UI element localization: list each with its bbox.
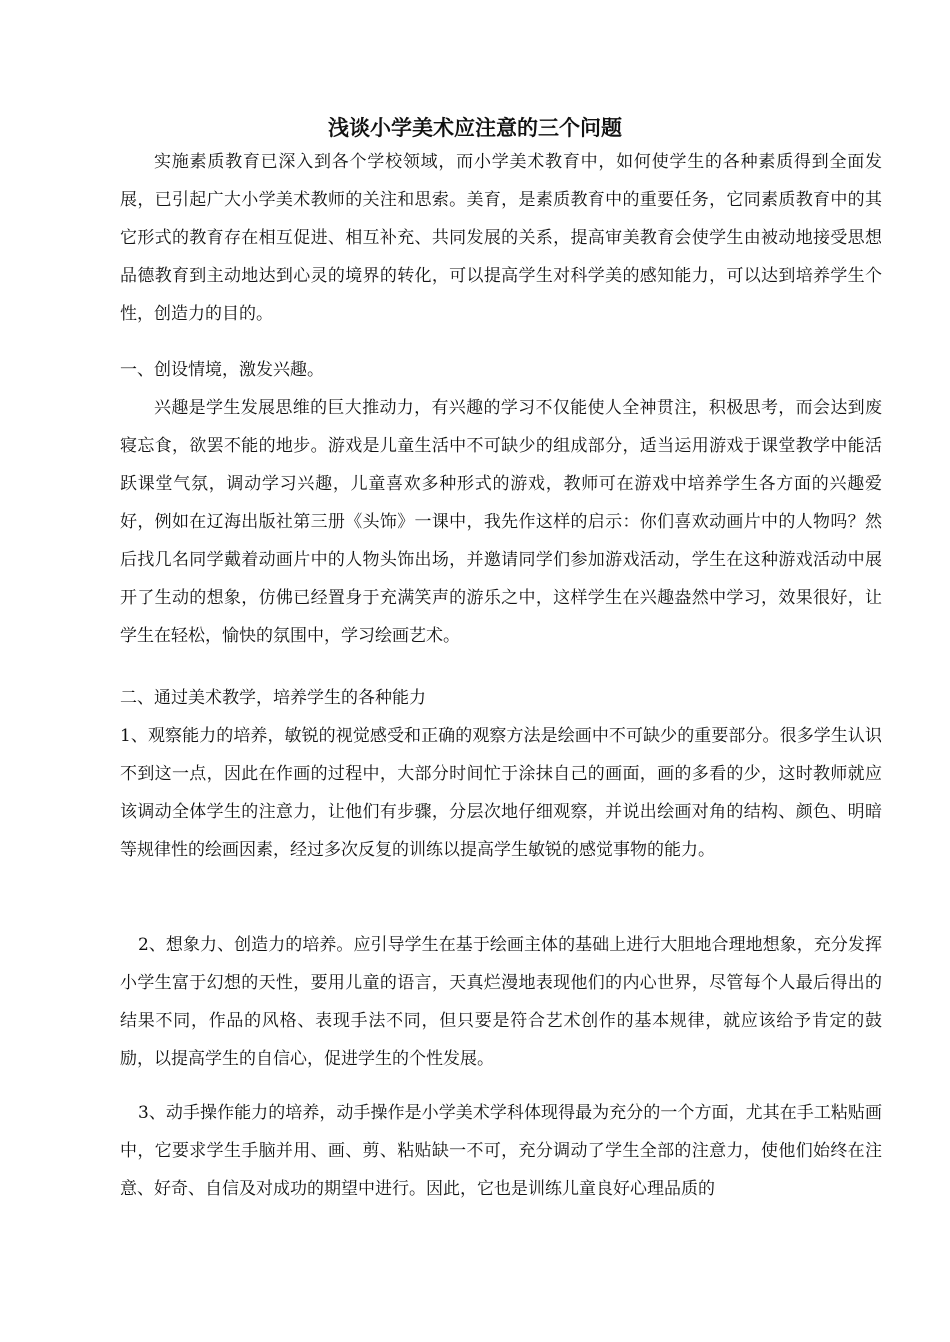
item-1-paragraph: 1、观察能力的培养，敏锐的视觉感受和正确的观察方法是绘画中不可缺少的重要部分。很多学生认识不到这一点，因此在作画的过程中，大部分时间忙于涂抹自己的画面，画的多看的少，这时教师就应该调动全体学生的注意力，让他们有步骤，分层次地仔细观察，并说出绘画对角的结构、颜色、明暗等规律性的绘画因素，经过多次反复的训练以提高学生敏锐的感觉事物的能力。 [120,726,882,860]
intro-paragraph: 实施素质教育已深入到各个学校领域，而小学美术教育中，如何使学生的各种素质得到全面发展，已引起广大小学美术教师的关注和思索。美育，是素质教育中的重要任务，它同素质教育中的其它形式的教育存在相互促进、相互补充、共同发展的关系，提高审美教育会使学生由被动地接受思想品德教育到主动地达到心灵的境界的转化，可以提高学生对科学美的感知能力，可以达到培养学生个性，创造力的目的。 [120,152,882,324]
item-3-paragraph: 3、动手操作能力的培养，动手操作是小学美术学科体现得最为充分的一个方面，尤其在手工粘贴画中，它要求学生手脑并用、画、剪、粘贴缺一不可，充分调动了学生全部的注意力，使他们始终在注意、好奇、自信及对成功的期望中进行。因此，它也是训练儿童良好心理品质的 [120,1103,882,1199]
section-1-paragraph: 兴趣是学生发展思维的巨大推动力，有兴趣的学习不仅能使人全神贯注，积极思考，而会达到废寝忘食，欲罢不能的地步。游戏是儿童生活中不可缺少的组成部分，适当运用游戏于课堂教学中能活跃课堂气氛，调动学习兴趣，儿童喜欢多种形式的游戏，教师可在游戏中培养学生各方面的兴趣爱好，例如在辽海出版社第三册《头饰》一课中，我先作这样的启示：你们喜欢动画片中的人物吗？然后找几名同学戴着动画片中的人物头饰出场，并邀请同学们参加游戏活动，学生在这种游戏活动中展开了生动的想象，仿佛已经置身于充满笑声的游乐之中，这样学生在兴趣盎然中学习，效果很好，让学生在轻松，愉快的氛围中，学习绘画艺术。 [120,398,882,646]
item-2-paragraph: 2、想象力、创造力的培养。应引导学生在基于绘画主体的基础上进行大胆地合理地想象，充分发挥小学生富于幻想的天性，要用儿童的语言，天真烂漫地表现他们的内心世界，尽管每个人最后得出的结果不同，作品的风格、表现手法不同，但只要是符合艺术创作的基本规律，就应该给予肯定的鼓励，以提高学生的自信心，促进学生的个性发展。 [120,935,882,1069]
document-title: 浅谈小学美术应注意的三个问题 [328,116,622,140]
section-1-heading: 一、创设情境，激发兴趣。 [120,360,324,380]
section-2-heading: 二、通过美术教学，培养学生的各种能力 [120,688,426,708]
